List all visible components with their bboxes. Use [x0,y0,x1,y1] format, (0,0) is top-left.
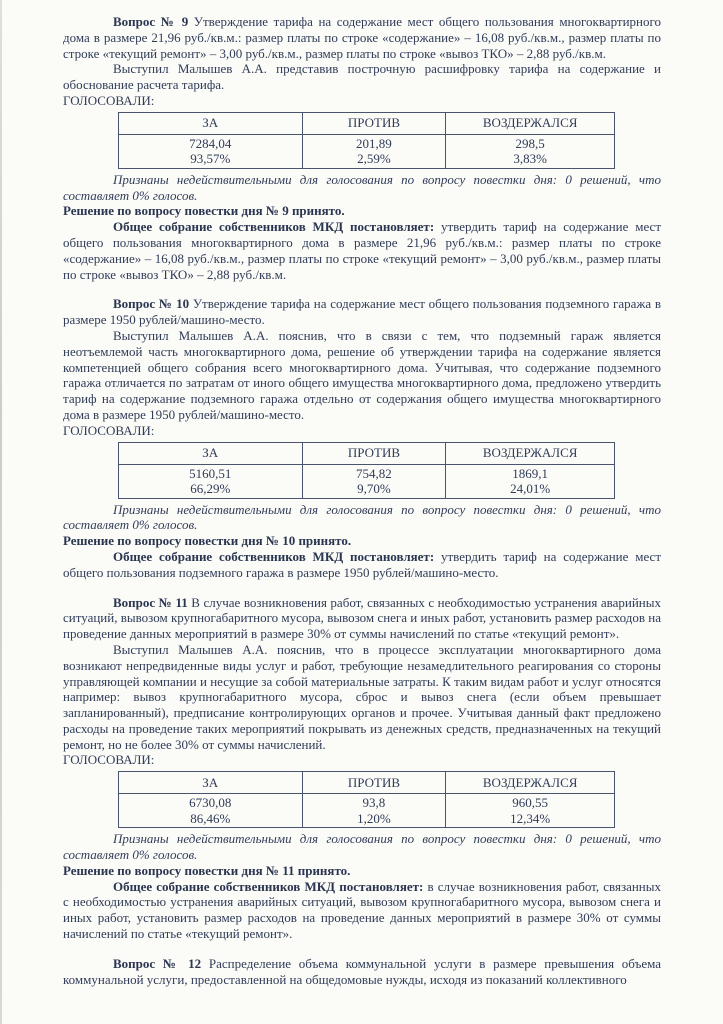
question-12-number: Вопрос № 12 [113,955,202,971]
votes-cell-protiv [302,794,446,828]
votes-cell-za [119,794,303,828]
votes-percent-za: 93,57% [190,151,231,167]
votes-value-vozderzhalsya: 298,5 [515,135,545,151]
question-9-voting-table [118,112,615,169]
votes-percent-vozderzhalsya: 12,34% [510,810,551,826]
question-12-heading-paragraph [63,956,661,988]
question-9-resolution-label: Общее собрание собственников МКД постановляет: [113,219,435,235]
votes-value-vozderzhalsya: 960,55 [512,795,549,811]
table-data-row [119,794,615,828]
question-11-voting-label: ГОЛОСОВАЛИ: [63,752,155,768]
question-11-heading-paragraph [63,595,661,642]
question-11-voting-table [118,771,615,828]
question-9-speaker-paragraph: Выступил Малышев А.А. представив построчную расшифровку тарифа на содержание и обоснование расчета тарифа. [63,61,661,93]
table-header-za: ЗА [119,772,303,794]
question-11-number: Вопрос № 11 [113,594,188,610]
table-header-row [119,442,615,464]
votes-value-protiv: 93,8 [362,795,386,811]
votes-percent-vozderzhalsya: 24,01% [510,481,551,497]
votes-percent-za: 86,46% [190,810,231,826]
votes-cell-za [119,464,303,498]
question-11-invalid-note: Признаны недействительными для голосования по вопросу повестки дня: 0 решений, что составляет 0% голосов. [63,831,661,863]
table-header-protiv: ПРОТИВ [302,442,446,464]
table-header-za: ЗА [119,112,303,134]
question-11-resolution-label: Общее собрание собственников МКД постановляет: [113,878,424,894]
scan-edge-artifact [0,0,2,1024]
table-header-vozderzhalsya: ВОЗДЕРЖАЛСЯ [446,772,615,794]
question-11-resolution-text: в случае возникновения работ, связанных с необходимостью устранения аварийных ситуаций, вывозом крупногабаритного мусора, вывозом снега и иных работ, установить размер расходов на проведение данных мероприятий в размере 30% от суммы начислений по статье «текущий ремонт». [63,878,661,942]
votes-percent-za: 66,29% [190,481,231,497]
table-data-row [119,134,615,168]
question-10-decision: Решение по вопросу повестки дня № 10 принято. [63,533,352,549]
question-9-voting-label: ГОЛОСОВАЛИ: [63,92,155,108]
question-9-decision: Решение по вопросу повестки дня № 9 принято. [63,203,345,219]
question-9-section [63,14,661,282]
table-header-row [119,772,615,794]
question-10-resolution-paragraph [63,549,661,581]
votes-value-za: 7284,04 [189,135,232,151]
question-10-speaker-paragraph: Выступил Малышев А.А. пояснив, что в связи с тем, что подземный гараж является неотъемлемой часть многоквартирного дома, решение об утверждении тарифа на содержание является компетенцией общего собрания всего многоквартирного дома. Учитывая, что содержание подземного гаража отличается по затратам от иного общего имущества многоквартирного дома, предложено утвердить тариф на содержание подземного гаража отдельно от содержания общего имущества многоквартирного дома в размере 1950 рублей/машино-место. [63,327,661,422]
votes-cell-vozderzhalsya [446,794,615,828]
votes-cell-vozderzhalsya [446,134,615,168]
question-11-speaker-paragraph: Выступил Малышев А.А. пояснив, что в процессе эксплуатации многоквартирного дома возникают непредвиденные виды услуг и работ, требующие незамедлительного реагирования со стороны управляющей компании и несущие за собой материальные затраты. К таким видам работ и услуг относятся например: вывоз крупногабаритного мусора, сброс и вывоз снега (если объем превышает запланированный), предписание контролирующих органов и прочее. Учитывая данный факт предложено расходы на проведение таких мероприятий покрывать из денежных средств, предназначенных на текущий ремонт, но не более 30% от суммы начислений. [63,641,661,752]
table-data-row [119,464,615,498]
question-9-heading-text: Утверждение тарифа на содержание мест общего пользования многоквартирного дома в размере 21,96 руб./кв.м.: размер платы по строке «содержание» – 16,08 руб./кв.м., размер платы по строке «текущий ремонт» – 3,00 руб./кв.м., размер платы по строке «вывоз ТКО» – 2,88 руб./кв.м. [63,14,661,61]
question-10-heading-paragraph [63,296,661,328]
votes-value-protiv: 754,82 [356,465,392,481]
question-9-resolution-paragraph [63,219,661,282]
question-10-section [63,296,661,580]
question-10-resolution-label: Общее собрание собственников МКД постановляет: [113,548,435,564]
table-header-protiv: ПРОТИВ [302,112,446,134]
question-11-section [63,595,661,942]
question-9-heading-paragraph [63,14,661,61]
question-11-resolution-paragraph [63,879,661,942]
votes-value-protiv: 201,89 [356,135,392,151]
question-10-resolution-text: утвердить тариф на содержание мест общего пользования подземного гаража в размере 1950 рублей/машино-место. [63,548,661,580]
question-9-number: Вопрос № 9 [113,14,189,29]
votes-cell-vozderzhalsya [446,464,615,498]
question-10-invalid-note: Признаны недействительными для голосования по вопросу повестки дня: 0 решений, что составляет 0% голосов. [63,501,661,533]
question-11-decision: Решение по вопросу повестки дня № 11 принято. [63,862,351,878]
table-header-vozderzhalsya: ВОЗДЕРЖАЛСЯ [446,112,615,134]
question-12-heading-text: Распределение объема коммунальной услуги в размере превышения объема коммунальной услуги, предоставленной на общедомовые нужды, исходя из показаний коллективного [63,955,662,987]
question-10-heading-text: Утверждение тарифа на содержание мест общего пользования подземного гаража в размере 1950 рублей/машино-место. [63,296,661,328]
question-9-invalid-note: Признаны недействительными для голосования по вопросу повестки дня: 0 решений, что составляет 0% голосов. [63,171,661,203]
question-12-section [63,956,661,988]
table-header-protiv: ПРОТИВ [302,772,446,794]
question-9-resolution-text: утвердить тариф на содержание мест общего пользования многоквартирного дома в размере 21,96 руб./кв.м.: размер платы по строке «содержание» – 16,08 руб./кв.м., размер платы по строке «текущий ремонт» – 3,00 руб./кв.м., размер платы по строке «вывоз ТКО» – 2,88 руб./кв.м. [63,219,661,282]
question-10-voting-label: ГОЛОСОВАЛИ: [63,422,155,438]
table-header-vozderzhalsya: ВОЗДЕРЖАЛСЯ [446,442,615,464]
votes-percent-protiv: 1,20% [357,810,391,826]
table-header-za: ЗА [119,442,303,464]
votes-value-za: 5160,51 [189,465,232,481]
votes-cell-za [119,134,303,168]
votes-value-vozderzhalsya: 1869,1 [512,465,549,481]
votes-cell-protiv [302,134,446,168]
votes-cell-protiv [302,464,446,498]
table-header-row [119,112,615,134]
question-10-voting-table [118,442,615,499]
question-10-number: Вопрос № 10 [113,296,190,312]
votes-value-za: 6730,08 [189,795,232,811]
votes-percent-vozderzhalsya: 3,83% [513,151,547,167]
question-11-heading-text: В случае возникновения работ, связанных с необходимостью устранения аварийных ситуаций, вывозом крупногабаритного мусора, вывозом снега и иных работ, установить размер расходов на проведение данных мероприятий в размере 30% от суммы начислений по статье «текущий ремонт». [63,594,661,642]
votes-percent-protiv: 9,70% [357,481,391,497]
votes-percent-protiv: 2,59% [357,151,391,167]
